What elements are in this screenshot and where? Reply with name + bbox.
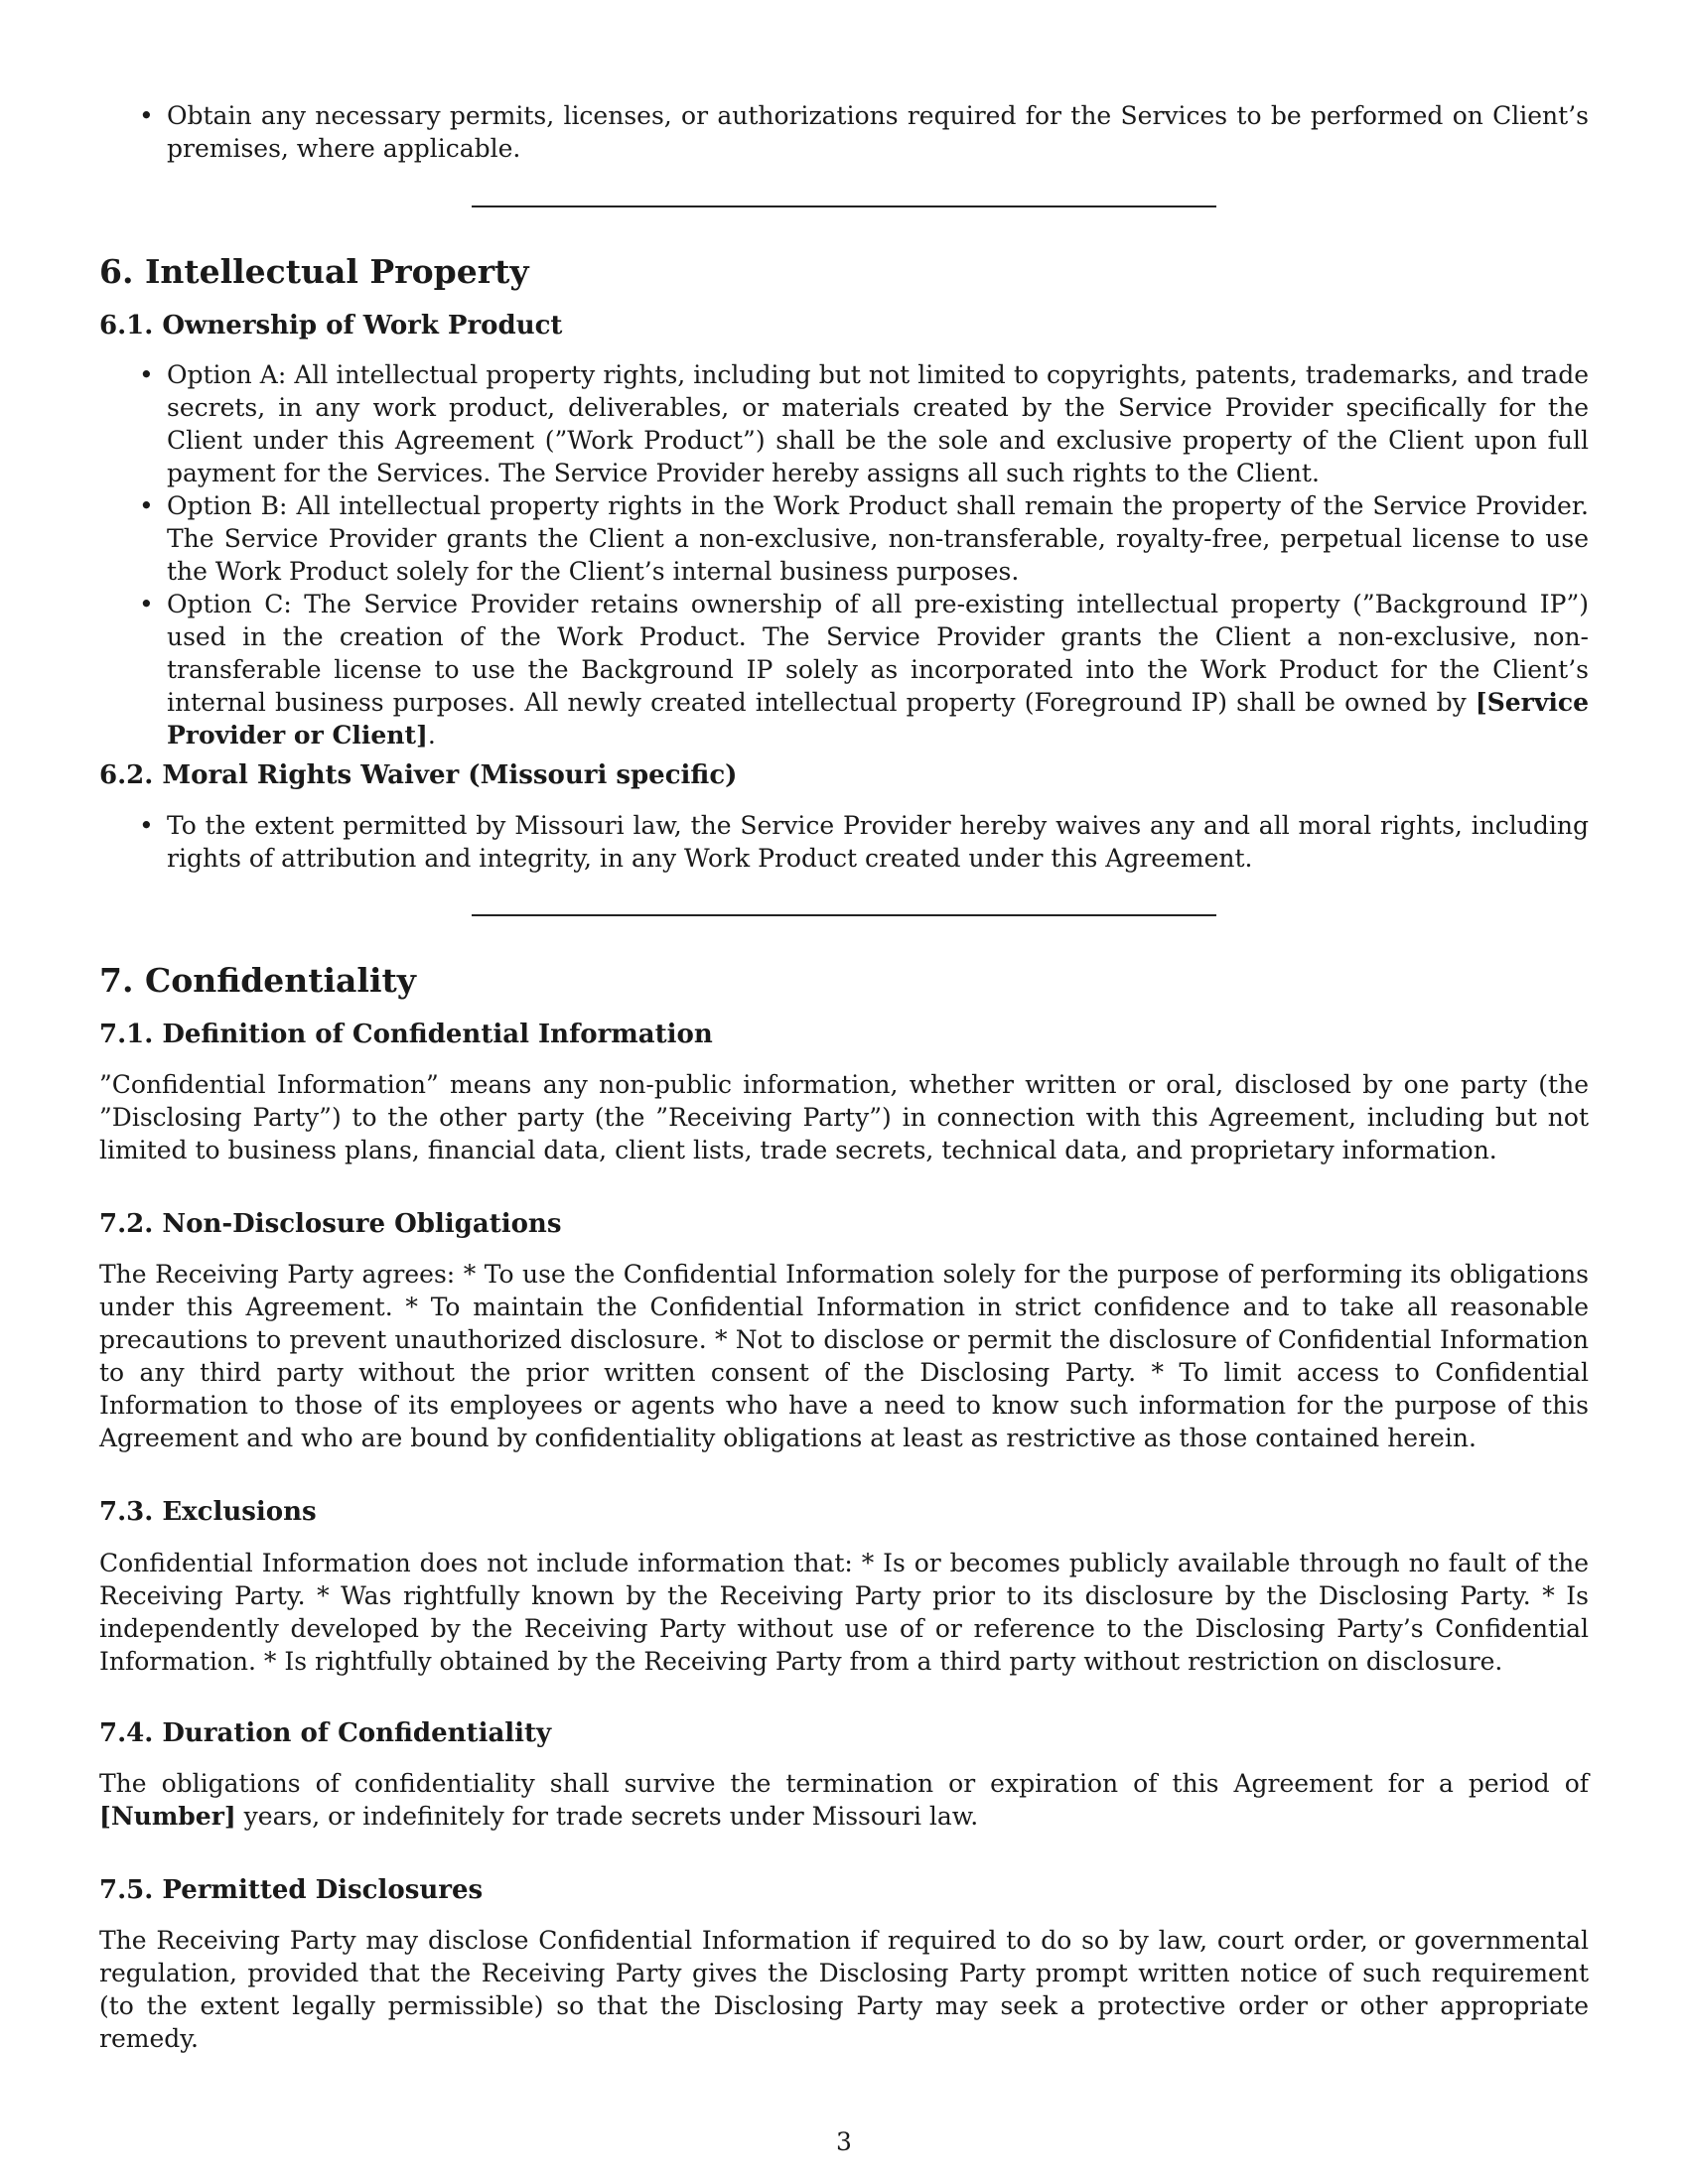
permitted-disclosures-paragraph: The Receiving Party may disclose Confidential Information if required to do so by law, court order, or governmental regulation, provided that the Receiving Party gives the Disclosing Party prompt written notice of such requirement (to the extent legally permissible) so that the Disclosing Party may seek a protective order or other appropriate remedy. (99, 1926, 1589, 2053)
section-heading-7: 7. Confidentiality (99, 961, 416, 1000)
section-heading-6: 6. Intellectual Property (99, 252, 529, 291)
subsection-heading-7-2: 7.2. Non-Disclosure Obligations (99, 1209, 562, 1239)
moral-rights-list (99, 809, 1589, 875)
top-bullet-list (99, 99, 1589, 165)
placeholder-field: [Number] (99, 1802, 236, 1831)
bullet-icon: • (139, 360, 154, 389)
page-number: 3 (836, 2127, 852, 2156)
list-item-text: Option B: All intellectual property rights in the Work Product shall remain the property of the Service Provider. The Service Provider grants the Client a non-exclusive, non-transferable, royalty-free, perpetual license to use the Work Product solely for the Client’s internal business purposes. (167, 491, 1589, 586)
list-item-option-a (99, 358, 1589, 489)
subsection-heading-7-5: 7.5. Permitted Disclosures (99, 1875, 484, 1905)
bullet-icon: • (139, 491, 154, 520)
section-divider (472, 205, 1216, 207)
section-divider (472, 914, 1216, 916)
list-item-text: Option C: The Service Provider retains ownership of all pre-existing intellectual property (”Background IP”) used in the creation of the Work Product. The Service Provider grants the Client a non-exclusive, non-transferable license to use the Background IP solely as incorporated into the Work Product for the Client’s internal business purposes. All newly created intellectual property (Foreground IP) shall be owned by (167, 590, 1589, 717)
subsection-heading-7-4: 7.4. Duration of Confidentiality (99, 1718, 552, 1748)
list-item-text: Option A: All intellectual property rights, including but not limited to copyrights, patents, trademarks, and trade secrets, in any work product, deliverables, or materials created by the Service Provider specifically for the Client under this Agreement (”Work Product”) shall be the sole and exclusive property of the Client upon full payment for the Services. The Service Provider hereby assigns all such rights to the Client. (167, 360, 1589, 487)
definition-paragraph: ”Confidential Information” means any non-public information, whether written or oral, disclosed by one party (the ”Disclosing Party”) to the other party (the ”Receiving Party”) in connection with this Agreement, including but not limited to business plans, financial data, client lists, trade secrets, technical data, and proprietary information. (99, 1070, 1589, 1164)
duration-text-end: years, or indefinitely for trade secrets under Missouri law. (235, 1802, 979, 1831)
non-disclosure-paragraph: The Receiving Party agrees: * To use the Confidential Information solely for the purpose of performing its obligations under this Agreement. * To maintain the Confidential Information in strict confidence and to take all reasonable precautions to prevent unauthorized disclosure. * Not to disclose or permit the disclosure of Confidential Information to any third party without the prior written consent of the Disclosing Party. * To limit access to Confidential Information to those of its employees or agents who have a need to know such information for the purpose of this Agreement and who are bound by confidentiality obligations at least as restrictive as those contained herein. (99, 1260, 1589, 1452)
list-item-option-b (99, 489, 1589, 588)
bullet-icon: • (139, 101, 154, 130)
list-item-text: Obtain any necessary permits, licenses, or authorizations required for the Services to be performed on Client’s premises, where applicable. (167, 101, 1589, 163)
document-page (99, 0, 1589, 2184)
duration-text: The obligations of confidentiality shall survive the termination or expiration of this Agreement for a period of (99, 1769, 1589, 1798)
subsection-heading-6-1: 6.1. Ownership of Work Product (99, 311, 563, 341)
list-item (99, 809, 1589, 875)
bullet-icon: • (139, 590, 154, 618)
list-item (99, 99, 1589, 165)
exclusions-paragraph: Confidential Information does not include information that: * Is or becomes publicly available through no fault of the Receiving Party. * Was rightfully known by the Receiving Party prior to its disclosure by the Disclosing Party. * Is independently developed by the Receiving Party without use of or reference to the Disclosing Party’s Confidential Information. * Is rightfully obtained by the Receiving Party from a third party without restriction on disclosure. (99, 1549, 1589, 1676)
bullet-icon: • (139, 811, 154, 840)
subsection-heading-7-1: 7.1. Definition of Confidential Information (99, 1020, 713, 1049)
list-item-text: To the extent permitted by Missouri law, the Service Provider hereby waives any and all moral rights, including rights of attribution and integrity, in any Work Product created under this Agreement. (167, 811, 1589, 873)
subsection-heading-7-3: 7.3. Exclusions (99, 1497, 317, 1527)
ownership-options-list (99, 358, 1589, 751)
placeholder-field: [Service Provider or Client] (167, 688, 1589, 750)
duration-paragraph (99, 1767, 1589, 1833)
list-item-text-end: . (427, 721, 436, 750)
list-item-option-c (99, 588, 1589, 751)
subsection-heading-6-2: 6.2. Moral Rights Waiver (Missouri specific) (99, 760, 738, 790)
